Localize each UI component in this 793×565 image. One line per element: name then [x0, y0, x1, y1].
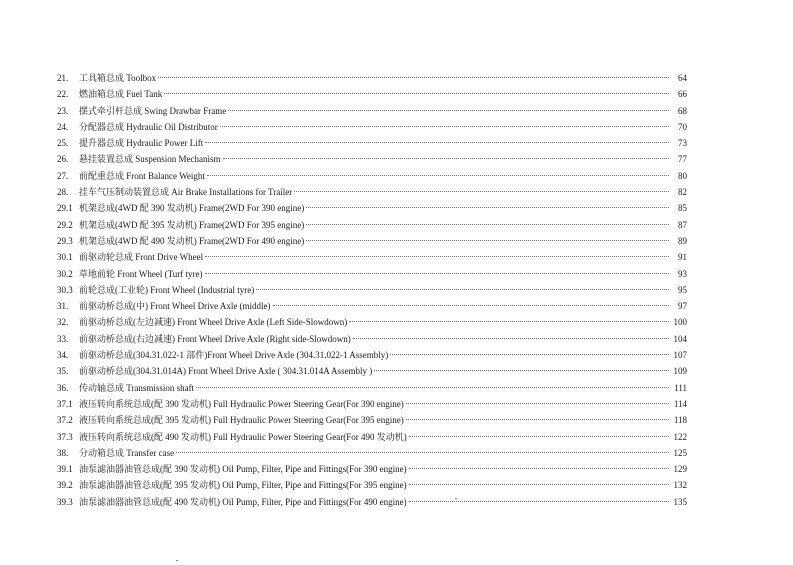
dot-leader	[306, 240, 669, 241]
toc-entry-page: 93	[678, 268, 687, 279]
toc-entry-page: 135	[673, 496, 687, 507]
toc-entry-page: 68	[678, 105, 687, 116]
toc-entry-page: 129	[673, 464, 687, 475]
toc-entry-page: 95	[678, 284, 687, 295]
toc-entry-page: 80	[678, 170, 687, 181]
toc-entry	[57, 396, 687, 412]
toc-entry-page: 91	[678, 252, 687, 263]
dot-leader	[176, 452, 669, 453]
toc-entry-number: 35.	[57, 366, 69, 377]
toc-entry	[57, 282, 687, 298]
toc-entry-number: 37.2	[57, 415, 73, 426]
toc-entry-page: 73	[678, 138, 687, 149]
scan-speck	[455, 498, 457, 499]
toc-entry	[57, 298, 687, 314]
toc-entry	[57, 445, 687, 461]
dot-leader	[306, 207, 669, 208]
toc-entry	[57, 70, 687, 86]
toc-entry-page: 114	[673, 398, 687, 409]
toc-entry-number: 34.	[57, 350, 69, 361]
toc-entry-title: 机架总成(4WD 配 395 发动机) Frame(2WD For 395 engine)	[79, 219, 305, 230]
dot-leader	[205, 273, 670, 274]
dot-leader	[164, 93, 669, 94]
toc-entry-title: 分动箱总成 Transfer case	[79, 447, 175, 458]
toc-entry	[57, 494, 687, 510]
toc-entry	[57, 103, 687, 119]
toc-entry-page: 89	[678, 235, 687, 246]
toc-entry-page: 85	[678, 203, 687, 214]
toc-entry-title: 液压转向系统总成(配 390 发动机) Full Hydraulic Power Steering Gear(For 390 engine)	[79, 398, 404, 409]
dot-leader	[353, 338, 669, 339]
dot-leader	[409, 436, 669, 437]
dot-leader	[390, 354, 669, 355]
toc-entry-title: 前驱动桥总成(304.31.014A) Front Wheel Drive Axle ( 304.31.014A Assembly )	[79, 366, 373, 377]
toc-entry-number: 29.3	[57, 235, 73, 246]
toc-entry-page: 109	[673, 366, 687, 377]
toc-entry-number: 39.3	[57, 496, 73, 507]
toc-entry-page: 125	[673, 447, 687, 458]
toc-entry-number: 21.	[57, 73, 69, 83]
toc-entry-page: 118	[673, 415, 687, 426]
dot-leader	[228, 110, 669, 111]
toc-entry	[57, 380, 687, 396]
toc-entry	[57, 135, 687, 151]
toc-entry-number: 39.1	[57, 464, 73, 475]
toc-entry-number: 38.	[57, 447, 69, 458]
toc-entry-number: 29.1	[57, 203, 73, 214]
toc-entry-page: 122	[673, 431, 687, 442]
toc-entry-title: 前驱动轮总成 Front Drive Wheel	[79, 252, 204, 263]
toc-entry-title: 挂车气压制动装置总成 Air Brake Installations for Trailer	[79, 187, 293, 198]
toc-entry-page: 82	[678, 187, 687, 198]
toc-entry-title: 前驱动桥总成(304.31.022-1 部件)Front Wheel Drive Axle (304.31.022-1 Assembly)	[79, 350, 389, 361]
toc-entry-title: 草地前轮 Front Wheel (Turf tyre)	[79, 268, 203, 279]
dot-leader	[220, 126, 669, 127]
table-of-contents	[57, 70, 687, 510]
toc-entry	[57, 412, 687, 428]
toc-entry	[57, 331, 687, 347]
toc-entry-number: 37.1	[57, 398, 73, 409]
dot-leader	[207, 175, 669, 176]
dot-leader	[409, 468, 669, 469]
toc-entry-page: 77	[678, 154, 687, 165]
toc-entry-title: 前轮总成(工业轮) Front Wheel (Industrial tyre)	[79, 284, 255, 295]
dot-leader	[409, 484, 669, 485]
toc-entry-page: 107	[673, 350, 687, 361]
toc-entry-number: 30.2	[57, 268, 73, 279]
toc-entry	[57, 249, 687, 265]
toc-entry-page: 64	[678, 73, 687, 83]
toc-entry	[57, 86, 687, 102]
dot-leader	[374, 370, 669, 371]
toc-entry	[57, 217, 687, 233]
toc-entry-title: 提升器总成 Hydraulic Power Lift	[79, 138, 204, 149]
toc-entry-title: 前驱动桥总成(左边减速) Front Wheel Drive Axle (Left Side-Slowdown)	[79, 317, 348, 328]
toc-entry-number: 32.	[57, 317, 69, 328]
toc-entry	[57, 151, 687, 167]
toc-entry-number: 31.	[57, 301, 69, 312]
toc-entry-title: 工具箱总成 Toolbox	[79, 73, 157, 83]
toc-entry-title: 传动轴总成 Transmission shaft	[79, 382, 195, 393]
toc-entry-number: 33.	[57, 333, 69, 344]
toc-entry-title: 机架总成(4WD 配 390 发动机) Frame(2WD For 390 engine)	[79, 203, 305, 214]
toc-entry-title: 油泵滤油器油管总成(配 395 发动机) Oil Pump, Filter, Pipe and Fittings(For 395 engine)	[79, 480, 407, 491]
toc-entry	[57, 184, 687, 200]
dot-leader	[349, 321, 669, 322]
dot-leader	[273, 305, 669, 306]
dot-leader	[409, 501, 669, 502]
dot-leader	[406, 419, 669, 420]
dot-leader	[205, 142, 669, 143]
scan-speck	[176, 560, 178, 561]
toc-entry-title: 分配器总成 Hydraulic Oil Distributor	[79, 121, 218, 132]
toc-entry-title: 液压转向系统总成(配 490 发动机) Full Hydraulic Power Steering Gear(For 490 发动机)	[79, 431, 407, 442]
toc-entry-number: 23.	[57, 105, 69, 116]
toc-entry-number: 30.3	[57, 284, 73, 295]
toc-entry-title: 前驱动桥总成(右边减速) Front Wheel Drive Axle (Right side-Slowdown)	[79, 333, 351, 344]
toc-entry-number: 39.2	[57, 480, 73, 491]
dot-leader	[294, 191, 669, 192]
toc-entry-page: 70	[678, 121, 687, 132]
dot-leader	[256, 289, 669, 290]
toc-entry-page: 132	[673, 480, 687, 491]
toc-entry-number: 26.	[57, 154, 69, 165]
toc-entry	[57, 168, 687, 184]
dot-leader	[158, 77, 669, 78]
toc-entry	[57, 347, 687, 363]
toc-entry	[57, 266, 687, 282]
toc-entry-number: 29.2	[57, 219, 73, 230]
toc-entry-number: 24.	[57, 121, 69, 132]
toc-entry-page: 104	[673, 333, 687, 344]
toc-entry-title: 前驱动桥总成(中) Front Wheel Drive Axle (middle)	[79, 301, 271, 312]
toc-entry-title: 摆式牵引杆总成 Swing Drawbar Frame	[79, 105, 227, 116]
toc-entry-number: 25.	[57, 138, 69, 149]
toc-entry	[57, 363, 687, 379]
toc-entry-page: 111	[674, 382, 687, 393]
toc-entry-title: 前配重总成 Front Balance Weight	[79, 170, 205, 181]
toc-entry	[57, 314, 687, 330]
toc-entry-page: 97	[678, 301, 687, 312]
toc-entry-number: 36.	[57, 382, 69, 393]
toc-entry	[57, 461, 687, 477]
toc-entry-number: 30.1	[57, 252, 73, 263]
toc-entry-title: 悬挂装置总成 Suspension Mechanism	[79, 154, 221, 165]
dot-leader	[406, 403, 669, 404]
dot-leader	[306, 224, 669, 225]
toc-entry-title: 油泵滤油器油管总成(配 490 发动机) Oil Pump, Filter, Pipe and Fittings(For 490 engine)	[79, 496, 407, 507]
dot-leader	[205, 256, 669, 257]
dot-leader	[223, 158, 670, 159]
toc-entry-number: 22.	[57, 89, 69, 100]
toc-entry-number: 27.	[57, 170, 69, 181]
toc-entry	[57, 119, 687, 135]
toc-entry-number: 28.	[57, 187, 69, 198]
toc-entry	[57, 200, 687, 216]
toc-entry	[57, 429, 687, 445]
toc-entry	[57, 233, 687, 249]
dot-leader	[196, 387, 669, 388]
toc-entry-title: 燃油箱总成 Fuel Tank	[79, 89, 163, 100]
toc-entry-page: 100	[673, 317, 687, 328]
toc-entry-number: 37.3	[57, 431, 73, 442]
toc-entry-title: 机架总成(4WD 配 490 发动机) Frame(2WD For 490 engine)	[79, 235, 305, 246]
toc-entry-title: 液压转向系统总成(配 395 发动机) Full Hydraulic Power Steering Gear(For 395 engine)	[79, 415, 404, 426]
toc-entry	[57, 477, 687, 493]
toc-entry-title: 油泵滤油器油管总成(配 390 发动机) Oil Pump, Filter, Pipe and Fittings(For 390 engine)	[79, 464, 407, 475]
toc-entry-page: 66	[678, 89, 687, 100]
toc-entry-page: 87	[678, 219, 687, 230]
